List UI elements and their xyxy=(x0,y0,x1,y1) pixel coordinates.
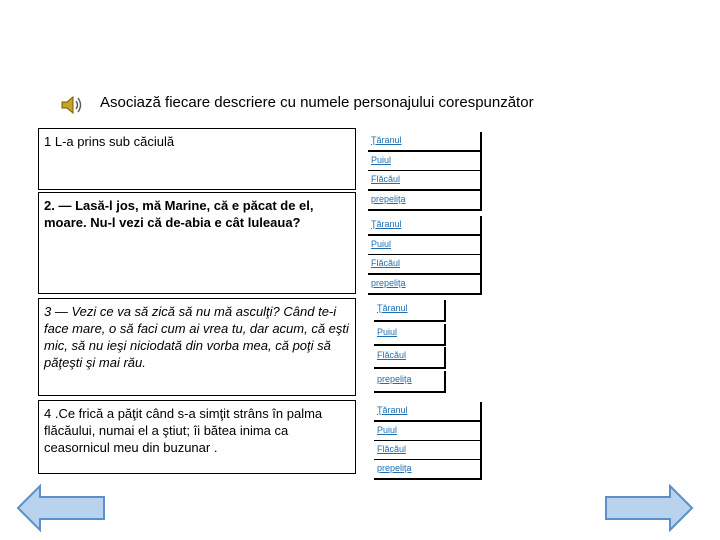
question-1-text: 1 L-a prins sub căciulă xyxy=(44,134,175,149)
option-puiul-4[interactable]: Puiul xyxy=(374,422,482,442)
option-taranul-3[interactable]: Ţăranul xyxy=(374,300,446,322)
option-puiul-2[interactable]: Puiul xyxy=(368,236,482,256)
option-flacaul-4[interactable]: Flăcăul xyxy=(374,441,482,461)
question-3-box xyxy=(38,298,356,396)
page-title: Asociază fiecare descriere cu numele personajului corespunzător xyxy=(100,94,534,111)
option-flacaul-2[interactable]: Flăcăul xyxy=(368,255,482,275)
question-3-text: 3 — Vezi ce va să zică să nu mă asculţi? Când te-i face mare, o să faci cum ai vrea tu, dar acum, că eşti mic, să nu ieşi niciodată din vorba mea, că poţi să păţeşti şi mai rău. xyxy=(44,304,349,370)
question-2-box xyxy=(38,192,356,294)
option-taranul-4[interactable]: Ţăranul xyxy=(374,402,482,422)
option-flacaul-1[interactable]: Flăcăul xyxy=(368,171,482,191)
question-2-text: 2. — Lasă-l jos, mă Marine, că e păcat de el, moare. Nu-l vezi că de-abia e cât luleaua? xyxy=(44,198,314,230)
option-prepelita-1[interactable]: prepeliţa xyxy=(368,191,482,211)
option-prepelita-3[interactable]: prepeliţa xyxy=(374,371,446,393)
question-4-text: 4 .Ce frică a păţit când s-a simţit strâns în palma flăcăului, numai el a ştiut; îi bătea inima ca ceasornicul meu din buzunar . xyxy=(44,406,323,455)
back-arrow-icon[interactable] xyxy=(16,484,106,532)
option-puiul-1[interactable]: Puiul xyxy=(368,152,482,172)
forward-arrow-icon[interactable] xyxy=(604,484,694,532)
question-4-box xyxy=(38,400,356,474)
option-taranul-1[interactable]: Ţăranul xyxy=(368,132,482,152)
option-prepelita-2[interactable]: prepeliţa xyxy=(368,275,482,295)
speaker-icon[interactable] xyxy=(60,94,84,116)
option-flacaul-3[interactable]: Flăcăul xyxy=(374,347,446,369)
option-prepelita-4[interactable]: prepeliţa xyxy=(374,460,482,480)
option-puiul-3[interactable]: Puiul xyxy=(374,324,446,346)
option-taranul-2[interactable]: Ţăranul xyxy=(368,216,482,236)
question-1-box xyxy=(38,128,356,190)
